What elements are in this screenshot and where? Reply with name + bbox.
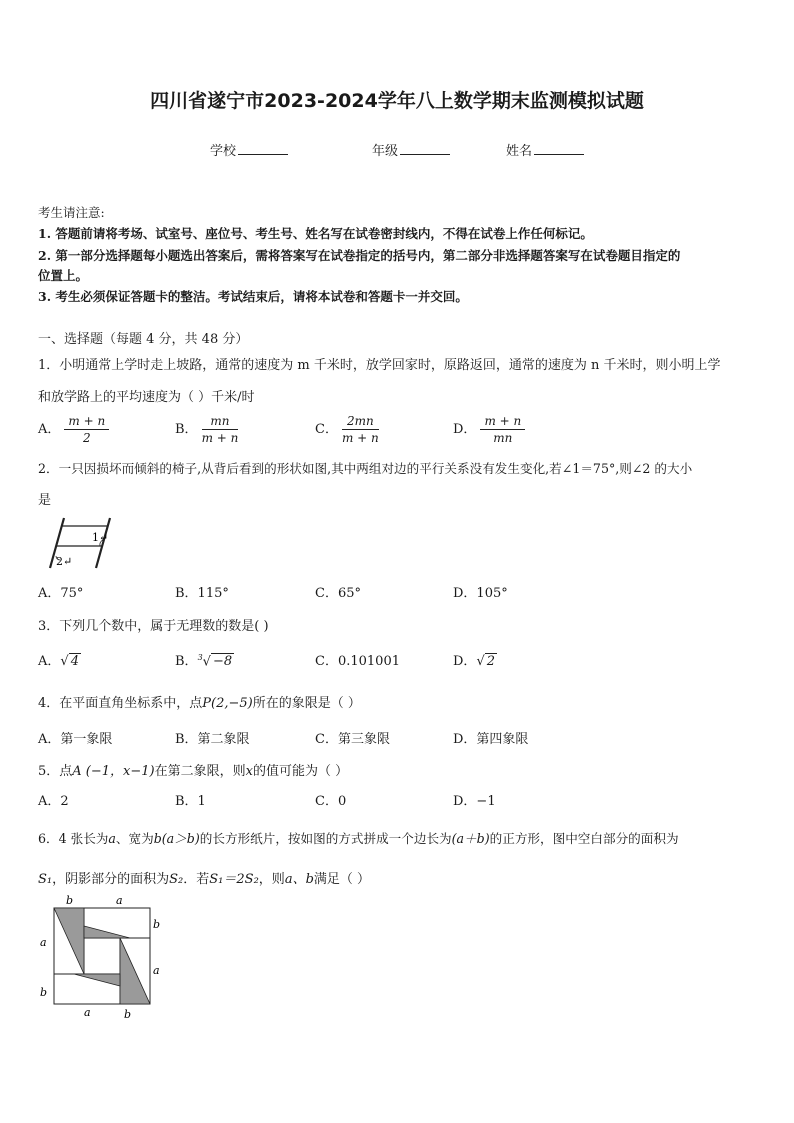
option-label: C． <box>315 422 338 437</box>
grade-field <box>372 140 450 159</box>
name-label: 姓名 <box>506 144 533 159</box>
question-5-text: 5．点A (−1，x−1)在第二象限，则x的值可能为（ ） <box>38 764 349 779</box>
sqrt-expression: √ 2 <box>476 654 496 669</box>
label-a: a <box>153 964 160 977</box>
option-a: A．第一象限 <box>38 732 113 747</box>
option-d: D．105° <box>453 586 508 601</box>
grade-blank <box>400 142 450 155</box>
fraction: $\frac{2mn}{m + n}$ <box>341 414 379 445</box>
option-b: B．第二象限 <box>175 732 250 747</box>
question-4-text: 4．在平面直角坐标系中，点P(2,−5)所在的象限是（ ） <box>38 696 361 711</box>
point-a: A (−1，x−1) <box>72 764 155 779</box>
school-field <box>210 140 288 159</box>
label-b: b <box>124 1008 132 1021</box>
section-heading: 一、选择题（每题 4 分，共 48 分） <box>38 332 249 347</box>
question-2-text: 2．一只因损坏而倾斜的椅子,从背后看到的形状如图,其中两组对边的平行关系没有发生变化,若∠1＝75°,则∠2 的大小 <box>38 461 693 476</box>
point-p: P(2,−5) <box>202 696 253 711</box>
school-blank <box>238 142 288 155</box>
label-b: b <box>66 894 74 907</box>
name-field <box>506 140 584 159</box>
option-label: D． <box>453 654 477 669</box>
school-label: 学校 <box>210 144 237 159</box>
option-b: B．115° <box>175 586 229 601</box>
cube-root-expression: $^3$√ −8 <box>197 652 233 669</box>
chair-figure <box>44 514 118 570</box>
label-b: b <box>40 986 48 999</box>
question-1-text: 和放学路上的平均速度为（ ）千米/时 <box>38 390 255 405</box>
shaded-triangle <box>74 974 120 986</box>
option-c: C．0.101001 <box>315 654 400 669</box>
label-a: a <box>116 894 123 907</box>
option-label: B． <box>175 654 198 669</box>
label-a: a <box>40 936 47 949</box>
notice-item: 1. 答题前请将考场、试室号、座位号、考生号、姓名写在试卷密封线内，不得在试卷上作任何标记。 <box>38 226 593 241</box>
question-3-text: 3．下列几个数中，属于无理数的数是( ) <box>38 619 269 634</box>
option-a: A．75° <box>38 586 84 601</box>
angle-2-label: 2↵ <box>56 555 73 568</box>
option-d: D．第四象限 <box>453 732 529 747</box>
option-d <box>453 414 525 445</box>
square-figure <box>32 892 164 1024</box>
option-a <box>38 414 109 445</box>
option-b <box>175 414 238 445</box>
notice-item: 2. 第一部分选择题每小题选出答案后，需将答案写在试卷指定的括号内，第二部分非选择题答案写在试卷题目指定的 <box>38 248 681 263</box>
page-title: 四川省遂宁市2023-2024学年八上数学期末监测模拟试题 <box>150 90 644 112</box>
label-b: b <box>153 918 161 931</box>
label-a: a <box>84 1006 91 1019</box>
angle-1-label: 1↵ <box>92 531 109 544</box>
question-6-text: 6．4 张长为a、宽为b(a＞b)的长方形纸片，按如图的方式拼成一个边长为(a＋b)的正方形，图中空白部分的面积为 <box>38 831 679 846</box>
option-c <box>315 414 379 445</box>
option-d <box>453 650 497 669</box>
option-label: B． <box>175 422 198 437</box>
fraction: $\frac{m + n}{2}$ <box>64 414 109 445</box>
name-blank <box>534 142 584 155</box>
notice-item: 3. 考生必须保证答题卡的整洁。考试结束后，请将本试卷和答题卡一并交回。 <box>38 289 468 304</box>
shaded-triangle <box>84 926 130 938</box>
option-a: A．2 <box>38 794 69 809</box>
option-b <box>175 650 234 669</box>
option-c: C．0 <box>315 794 347 809</box>
shaded-triangle <box>120 938 150 1004</box>
option-label: D． <box>453 422 477 437</box>
fraction: $\frac{m + n}{mn}$ <box>480 414 525 445</box>
sqrt-expression: √ 4 <box>60 654 79 669</box>
notice-item: 位置上。 <box>38 268 89 283</box>
option-c: C．65° <box>315 586 361 601</box>
question-2-text: 是 <box>38 493 52 508</box>
option-b: B．1 <box>175 794 206 809</box>
question-1-text: 1．小明通常上学时走上坡路，通常的速度为 m 千米时，放学回家时，原路返回，通常的速度为 n 千米时，则小明上学 <box>38 358 721 373</box>
notice-heading: 考生请注意: <box>38 205 105 220</box>
fraction: $\frac{mn}{m + n}$ <box>201 414 239 445</box>
shaded-triangle <box>54 908 84 974</box>
grade-label: 年级 <box>372 144 399 159</box>
option-label: C． <box>315 654 338 669</box>
option-c: C．第三象限 <box>315 732 390 747</box>
option-label: A． <box>38 654 61 669</box>
option-label: A． <box>38 422 61 437</box>
option-a <box>38 650 81 669</box>
option-d: D．−1 <box>453 794 496 809</box>
question-6-text: S₁，阴影部分的面积为S₂．若S₁＝2S₂，则a、b满足（ ） <box>38 872 371 887</box>
